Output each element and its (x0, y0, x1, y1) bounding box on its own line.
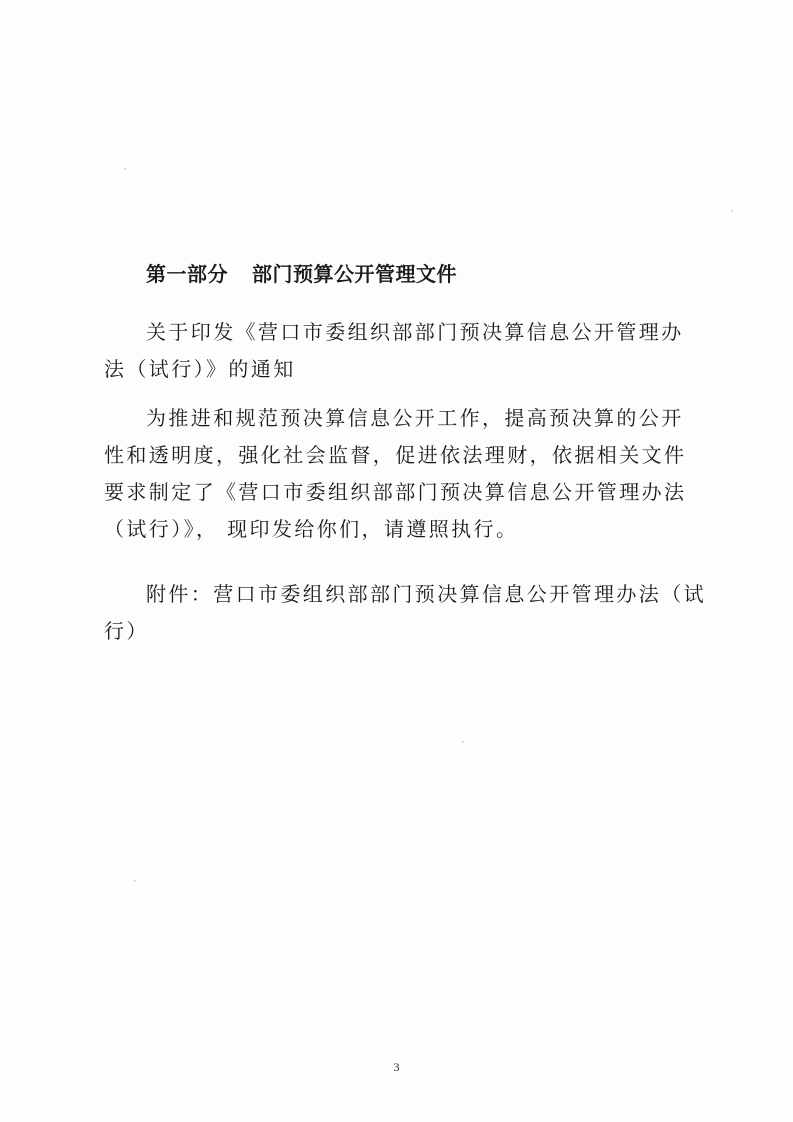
scan-speck (462, 741, 464, 743)
notice-body-paragraph (104, 400, 704, 548)
section-title: 部门预算公开管理文件 (252, 262, 457, 286)
paragraph-line: 性和透明度，强化社会监督，促进依法理财，依据相关文件 (104, 443, 687, 467)
scan-speck (731, 210, 733, 212)
page-number: 3 (393, 1060, 400, 1074)
paragraph-line: 为推进和规范预决算信息公开工作，提高预决算的公开 (146, 406, 684, 430)
paragraph-line: 附件：营口市委组织部部门预决算信息公开管理办法（试 (146, 582, 706, 606)
attachment-paragraph (104, 576, 704, 650)
paragraph-line: 关于印发《营口市委组织部部门预决算信息公开管理办 (146, 320, 684, 344)
scan-speck (124, 168, 126, 170)
paragraph-line: 法（试行）》的通知 (104, 357, 296, 381)
section-part-label: 第一部分 (146, 262, 228, 286)
notice-title-paragraph (104, 314, 704, 388)
scan-speck (134, 880, 136, 882)
paragraph-line: （试行）》， 现印发给你们，请遵照执行。 (104, 517, 519, 541)
paragraph-line: 行） (104, 619, 149, 643)
section-heading (146, 258, 457, 287)
paragraph-line: 要求制定了《营口市委组织部部门预决算信息公开管理办法 (104, 480, 687, 504)
